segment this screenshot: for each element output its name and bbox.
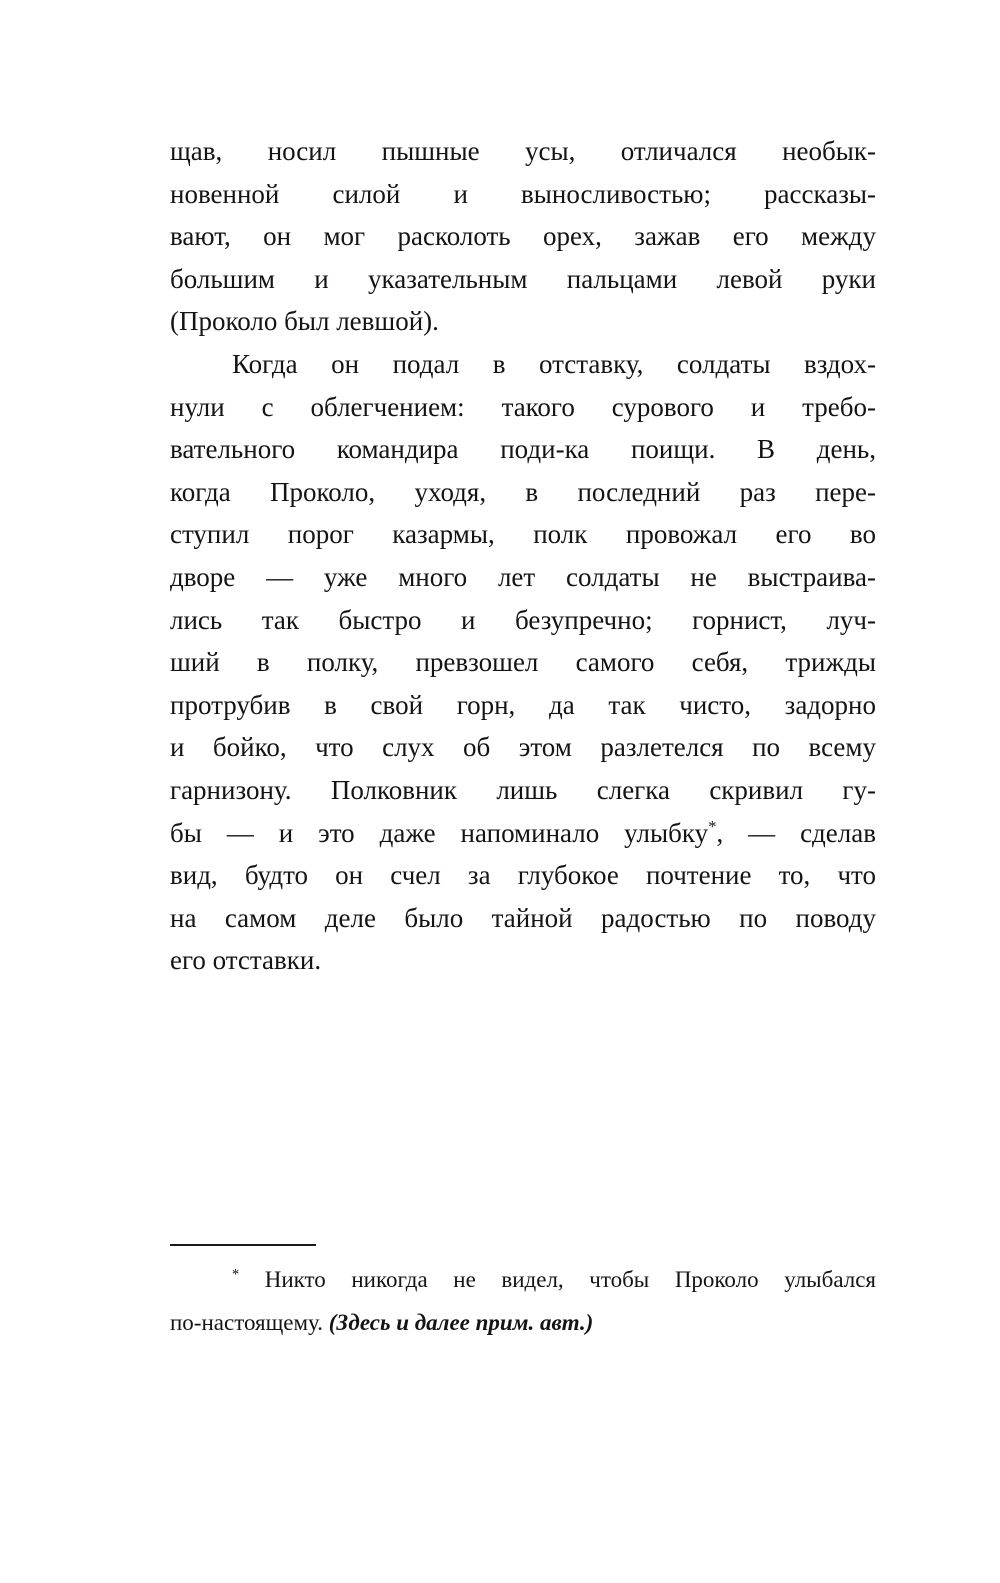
footnote-marker-ref: * — [708, 816, 717, 836]
text-line: на самом деле было тайной радостью по поводу — [170, 902, 876, 933]
footnote-text — [170, 1258, 876, 1344]
text-line: нули с облегчением: такого сурового и требо- — [170, 391, 876, 422]
footnote-segment: (Здесь и далее прим. авт.) — [328, 1310, 594, 1335]
text-line: дворе — уже много лет солдаты не выстраива- — [170, 561, 876, 592]
text-line: Когда он подал в отставку, солдаты вздох- — [232, 348, 876, 379]
footnote-divider — [170, 1244, 316, 1246]
text-line: бы — и это даже напоминало улыбку*, — сделав — [170, 816, 876, 848]
paragraph — [170, 130, 876, 343]
text-line: и бойко, что слух об этом разлетелся по всему — [170, 732, 876, 763]
text-line: вательного командира поди-ка поищи. В день, — [170, 434, 876, 465]
text-line: ший в полку, превзошел самого себя, трижды — [170, 647, 876, 678]
text-line: ступил порог казармы, полк провожал его во — [170, 519, 876, 550]
text-line: гарнизону. Полковник лишь слегка скривил гу- — [170, 774, 876, 805]
text-line: новенной силой и выносливостью; рассказы- — [170, 178, 876, 209]
text-line: вают, он мог расколоть орех, зажав его между — [170, 221, 876, 252]
text-line: когда Проколо, уходя, в последний раз пере- — [170, 476, 876, 507]
paragraph — [170, 343, 876, 982]
text-line: его отставки. — [170, 945, 322, 976]
text-line: протрубив в свой горн, да так чисто, задорно — [170, 689, 876, 720]
footnote-segment: по-настоящему. — [170, 1310, 329, 1335]
main-text-block — [170, 130, 876, 982]
text-line: большим и указательным пальцами левой руки — [170, 263, 876, 294]
footnote-line — [170, 1258, 876, 1301]
footnote-area — [170, 1244, 876, 1344]
footnote-line — [170, 1301, 876, 1344]
text-line: вид, будто он счел за глубокое почтение то, что — [170, 860, 876, 891]
text-line: щав, носил пышные усы, отличался необык- — [170, 136, 876, 166]
footnote-segment: Никто никогда не видел, чтобы Проколо улыбался — [264, 1267, 876, 1292]
footnote-marker: * — [232, 1266, 240, 1283]
text-line: лись так быстро и безупречно; горнист, луч- — [170, 604, 876, 635]
text-line: (Проколо был левшой). — [170, 306, 439, 337]
